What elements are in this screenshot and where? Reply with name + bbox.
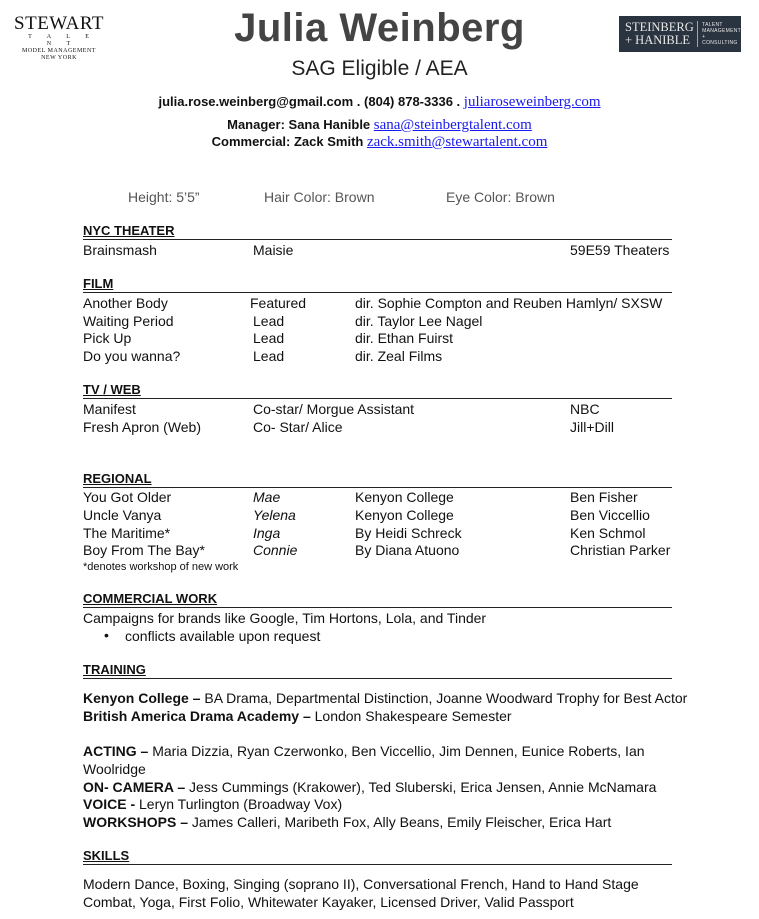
credit-role: Lead	[253, 330, 285, 346]
email: julia.rose.weinberg@gmail.com	[158, 94, 354, 109]
credit-director: dir. Taylor Lee Nagel	[355, 313, 483, 329]
credit-venue: Kenyon College	[355, 507, 454, 523]
credit-title: Brainsmash	[83, 242, 157, 258]
hair-color-stat: Hair Color: Brown	[264, 189, 375, 205]
contact-line: julia.rose.weinberg@gmail.com . (804) 878-3336 . juliaroseweinberg.com	[158, 94, 601, 110]
training-voice: VOICE - Leryn Turlington (Broadway Vox)	[83, 796, 343, 812]
training-on-camera: ON- CAMERA – Jess Cummings (Krakower), Ted Sluberski, Erica Jensen, Annie McNamara	[83, 779, 657, 795]
manager-line: Manager: Sana Hanible sana@steinbergtalent.com	[227, 117, 532, 133]
section-heading-skills: SKILLS	[83, 848, 672, 865]
commercial-note: conflicts available upon request	[125, 628, 321, 644]
union-status: SAG Eligible / AEA	[291, 57, 468, 80]
commercial-agent-line: Commercial: Zack Smith zack.smith@stewartalent.com	[211, 134, 548, 150]
credit-role: Connie	[253, 542, 298, 558]
credit-title: Boy From The Bay*	[83, 542, 205, 558]
credit-network: Jill+Dill	[570, 419, 614, 435]
section-heading-training: TRAINING	[83, 662, 672, 679]
skills-list: Modern Dance, Boxing, Singing (soprano II), Conversational French, Hand to Hand Stage Combat, Yoga, First Folio, Whitewater Kayaker, Licensed Driver, Valid Passport	[83, 876, 639, 910]
credit-role: Yelena	[253, 507, 296, 523]
stewart-talent-logo: STEWART T A L E N T MODEL MANAGEMENT NEW YORK	[14, 13, 104, 61]
steinberg-hanible-logo: STEINBERG + HANIBLE TALENT MANAGEMENT + CONSULTING	[619, 16, 741, 52]
credit-title: Pick Up	[83, 330, 132, 346]
credit-playwright: By Diana Atuono	[355, 542, 460, 558]
height-stat: Height: 5’5”	[128, 189, 200, 205]
training-kenyon: Kenyon College – BA Drama, Departmental Distinction, Joanne Woodward Trophy for Best Actor	[83, 690, 688, 706]
credit-director: Christian Parker	[570, 542, 671, 558]
credit-title: You Got Older	[83, 489, 172, 505]
section-heading-commercial: COMMERCIAL WORK	[83, 591, 672, 608]
credit-role: Featured	[250, 295, 307, 311]
credit-venue: Kenyon College	[355, 489, 454, 505]
training-workshops: WORKSHOPS – James Calleri, Maribeth Fox, Ally Beans, Emily Fleischer, Erica Hart	[83, 814, 612, 830]
credit-playwright: By Heidi Schreck	[355, 525, 462, 541]
credit-venue: 59E59 Theaters	[570, 242, 670, 258]
credit-title: Another Body	[83, 295, 168, 311]
credit-title: Uncle Vanya	[83, 507, 162, 523]
manager-email-link[interactable]: sana@steinbergtalent.com	[373, 117, 532, 133]
commercial-summary: Campaigns for brands like Google, Tim Hortons, Lola, and Tinder	[83, 610, 487, 626]
credit-director: Ben Fisher	[570, 489, 638, 505]
credit-role: Mae	[253, 489, 281, 505]
section-heading-nyc-theater: NYC THEATER	[83, 223, 672, 240]
section-heading-tv-web: TV / WEB	[83, 382, 672, 399]
commercial-email-link[interactable]: zack.smith@stewartalent.com	[366, 134, 548, 150]
section-heading-regional: REGIONAL	[83, 471, 672, 488]
training-bada: British America Drama Academy – London Shakespeare Semester	[83, 708, 512, 724]
credit-network: NBC	[570, 401, 600, 417]
website-link[interactable]: juliaroseweinberg.com	[463, 94, 601, 110]
bullet-icon: •	[104, 627, 109, 643]
training-acting: ACTING – Maria Dizzia, Ryan Czerwonko, Ben Viccellio, Jim Dennen, Eunice Roberts, Ian Woolridge	[83, 743, 645, 777]
credit-title: Fresh Apron (Web)	[83, 419, 202, 435]
credit-title: Manifest	[83, 401, 136, 417]
workshop-footnote: *denotes workshop of new work	[83, 561, 239, 573]
credit-title: Do you wanna?	[83, 348, 181, 364]
phone: (804) 878-3336	[364, 94, 453, 109]
credit-role: Maisie	[253, 242, 294, 258]
credit-role: Lead	[253, 348, 285, 364]
credit-role: Inga	[253, 525, 281, 541]
credit-director: dir. Zeal Films	[355, 348, 443, 364]
credit-director: Ben Viccellio	[570, 507, 650, 523]
credit-role: Co-star/ Morgue Assistant	[253, 401, 415, 417]
section-heading-film: FILM	[83, 276, 672, 293]
actor-name: Julia Weinberg	[234, 6, 525, 50]
eye-color-stat: Eye Color: Brown	[446, 189, 555, 205]
credit-director: Ken Schmol	[570, 525, 646, 541]
credit-director: dir. Ethan Fuirst	[355, 330, 454, 346]
credit-title: The Maritime*	[83, 525, 171, 541]
credit-title: Waiting Period	[83, 313, 174, 329]
credit-role: Lead	[253, 313, 285, 329]
credit-director: dir. Sophie Compton and Reuben Hamlyn/ SXSW	[355, 295, 663, 311]
credit-role: Co- Star/ Alice	[253, 419, 343, 435]
